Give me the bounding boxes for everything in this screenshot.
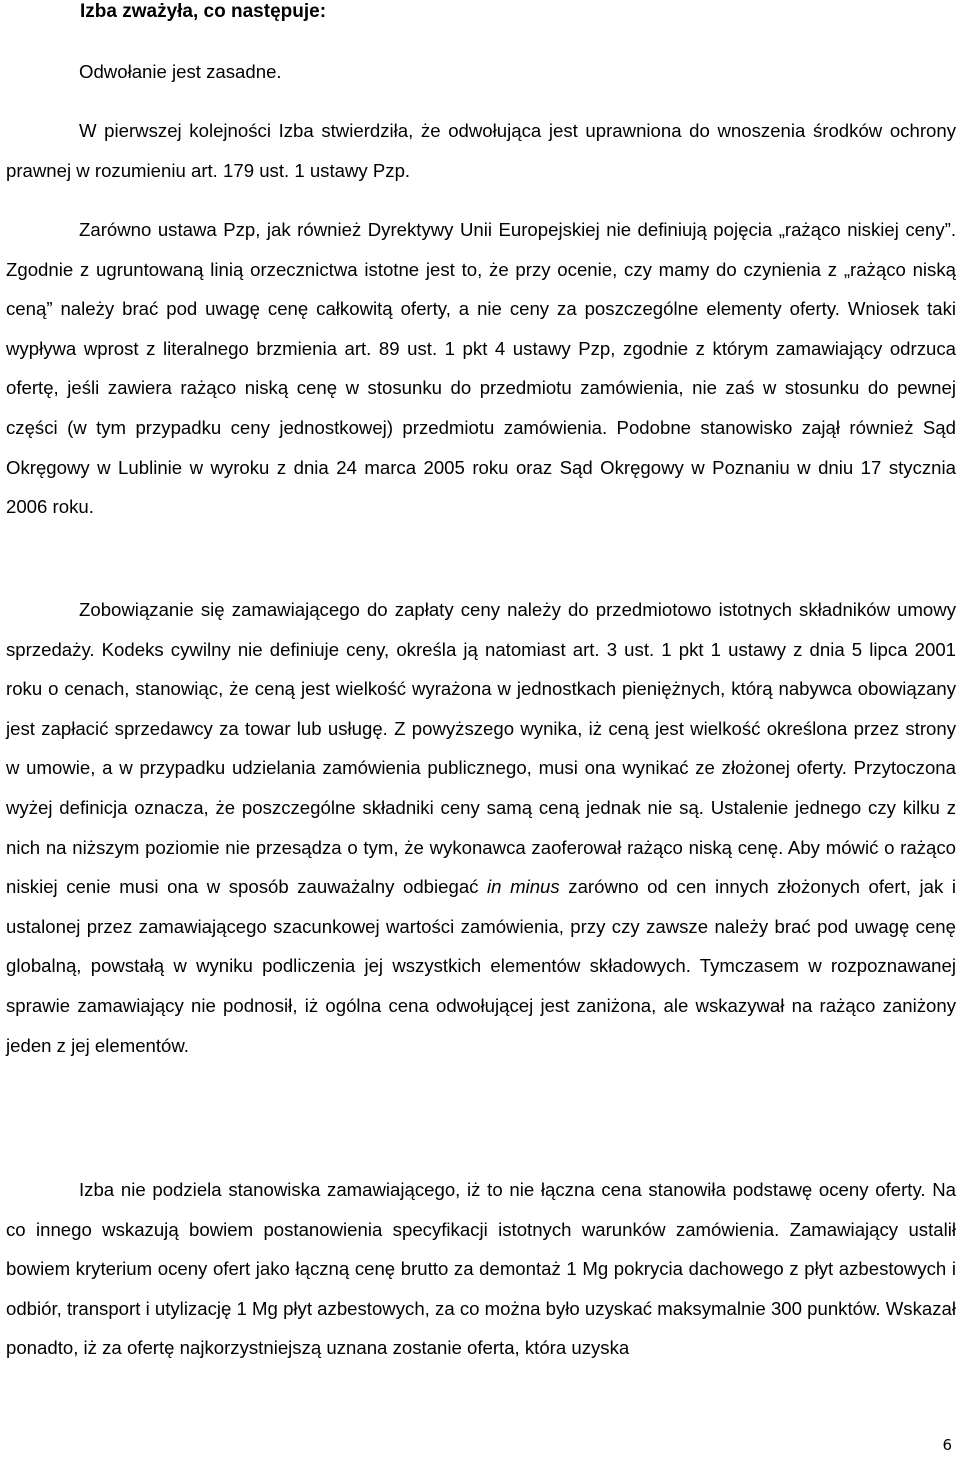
section-heading: Izba zważyła, co następuje: xyxy=(80,1,327,22)
paragraph-chamber-position xyxy=(6,1170,956,1368)
paragraph-price-definition xyxy=(6,210,956,527)
paragraph-price-obligation xyxy=(6,590,956,1065)
paragraph-text: Zarówno ustawa Pzp, jak również Dyrektywy Unii Europejskiej nie definiują pojęcia „rażąco niskiej ceny”. Zgodnie z ugruntowaną linią orzecznictwa istotne jest to, że przy ocenie, czy mamy do czynienia z „rażąco niską ceną” należy brać pod uwagę cenę całkowitą oferty, a nie ceny za poszczególne elementy oferty. Wniosek taki wypływa wprost z literalnego brzmienia art. 89 ust. 1 pkt 4 ustawy Pzp, zgodnie z którym zamawiający odrzuca ofertę, jeśli zawiera rażąco niską cenę w stosunku do przedmiotu zamówienia, nie zaś w stosunku do pewnej części (w tym przypadku ceny jednostkowej) przedmiotu zamówienia. Podobne stanowisko zajął również Sąd Okręgowy w Lublinie w wyroku z dnia 24 marca 2005 roku oraz Sąd Okręgowy w Poznaniu w dniu 17 stycznia 2006 roku. xyxy=(6,219,956,518)
paragraph-text: Izba nie podziela stanowiska zamawiającego, iż to nie łączna cena stanowiła podstawę oceny oferty. Na co innego wskazują bowiem postanowienia specyfikacji istotnych warunków zamówienia. Zamawiający ustalił bowiem kryterium oceny ofert jako łączną cenę brutto za demontaż 1 Mg pokrycia dachowego z płyt azbestowych i odbiór, transport i utylizację 1 Mg płyt azbestowych, za co można było uzyskać maksymalnie 300 punktów. Wskazał ponadto, iż za ofertę najkorzystniejszą uznana zostanie oferta, która uzyska xyxy=(6,1179,956,1359)
paragraph-text: Odwołanie jest zasadne. xyxy=(79,61,282,82)
paragraph-text: Zobowiązanie się zamawiającego do zapłaty ceny należy do przedmiotowo istotnych składników umowy sprzedaży. Kodeks cywilny nie definiuje ceny, określa ją natomiast art. 3 ust. 1 pkt 1 ustawy z dnia 5 lipca 2001 roku o cenach, stanowiąc, że ceną jest wielkość wyrażona w jednostkach pieniężnych, którą nabywca obowiązany jest zapłacić sprzedawcy za towar lub usługę. Z powyższego wynika, iż ceną jest wielkość określona przez strony w umowie, a w przypadku udzielania zamówienia publicznego, musi ona wynikać ze złożonej oferty. Przytoczona wyżej definicja oznacza, że poszczególne składniki ceny samą ceną jednak nie są. Ustalenie jednego czy kilku z nich na niższym poziomie nie przesądza o tym, że wykonawca zaoferował rażąco niską cenę. Aby mówić o rażąco niskiej cenie musi ona w sposób zauważalny odbiegać xyxy=(6,599,956,898)
paragraph-appeal-justified xyxy=(6,52,956,92)
latin-phrase: in minus xyxy=(487,876,560,898)
paragraph-text: W pierwszej kolejności Izba stwierdziła, że odwołująca jest uprawniona do wnoszenia środków ochrony prawnej w rozumieniu art. 179 ust. 1 ustawy Pzp. xyxy=(6,120,956,181)
page-number: 6 xyxy=(942,1436,952,1454)
paragraph-standing xyxy=(6,111,956,190)
paragraph-text: zarówno od cen innych złożonych ofert, jak i ustalonej przez zamawiającego szacunkowej wartości zamówienia, przy czy zawsze należy brać pod uwagę cenę globalną, powstałą w wyniku podliczenia jej wszystkich elementów składowych. Tymczasem w rozpoznawanej sprawie zamawiający nie podnosił, iż ogólna cena odwołującej jest zaniżona, ale wskazywał na rażąco zaniżony jeden z jej elementów. xyxy=(6,876,956,1056)
